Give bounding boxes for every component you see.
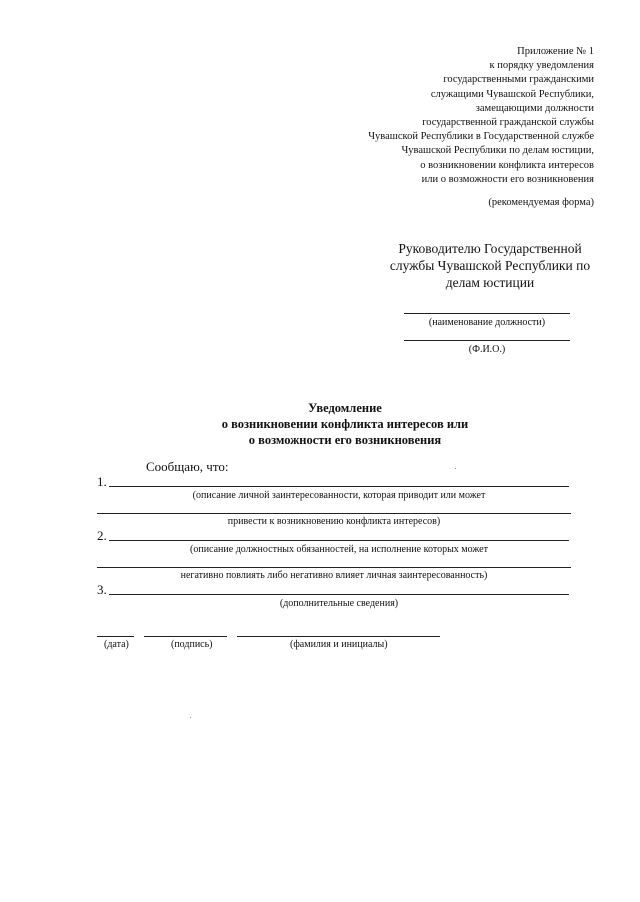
appendix-line-1: Приложение № 1	[517, 46, 594, 57]
item-2-caption-1: (описание должностных обязанностей, на исполнение которых может	[190, 544, 488, 555]
fullname-field-line[interactable]	[237, 636, 440, 637]
item-3-number: 3.	[97, 582, 107, 597]
item-1-number: 1.	[97, 474, 107, 489]
appendix-line-6: государственной гражданской службы	[422, 117, 594, 129]
item-3-caption-1: (дополнительные сведения)	[279, 598, 399, 609]
item-2-number: 2.	[97, 528, 107, 543]
intro-text: Сообщаю, что:	[146, 459, 229, 474]
appendix-header	[368, 45, 594, 210]
title-line-1: Уведомление	[308, 401, 382, 415]
item-1-field-line[interactable]	[109, 486, 569, 487]
appendix-line-8: Чувашской Республики по делам юстиции,	[401, 145, 594, 157]
fio-field-line[interactable]	[404, 340, 570, 341]
recipient-line-1: Руководителю Государственной	[398, 241, 582, 256]
item-1-caption-2: привести к возникновению конфликта интересов)	[227, 516, 441, 527]
appendix-line-10: или о возможности его возникновения	[421, 173, 594, 185]
document-title	[180, 400, 510, 448]
recipient-block	[380, 240, 600, 291]
item-2-field-line[interactable]	[109, 540, 569, 541]
appendix-line-7: Чувашской Республики в Государственной службе	[368, 131, 594, 143]
item-3-field-line[interactable]	[109, 594, 569, 595]
appendix-line-5: замещающими должности	[475, 102, 594, 114]
appendix-line-2: к порядку уведомления	[489, 60, 594, 72]
date-field-line[interactable]	[97, 636, 134, 637]
signature-caption: (подпись)	[171, 639, 213, 650]
position-field-line[interactable]	[404, 313, 570, 314]
appendix-line-4: служащими Чувашской Республики,	[430, 88, 594, 100]
item-2-field-line-2[interactable]	[97, 567, 571, 568]
recipient-line-2: службы Чувашской Республики по	[389, 258, 591, 273]
fio-caption: (Ф.И.О.)	[468, 344, 506, 355]
date-caption: (дата)	[104, 639, 129, 650]
title-line-2: о возникновении конфликта интересов или	[221, 417, 469, 431]
position-caption: (наименование должности)	[428, 317, 546, 328]
scan-speck	[455, 468, 456, 469]
title-line-3: о возможности его возникновения	[248, 433, 442, 447]
recipient-line-3: делам юстиции	[445, 275, 535, 290]
appendix-line-3: государственными гражданскими	[443, 74, 594, 86]
fullname-caption: (фамилия и инициалы)	[290, 639, 388, 650]
item-2-caption-2: негативно повлиять либо негативно влияет личная заинтересованность)	[180, 570, 488, 581]
item-1-field-line-2[interactable]	[97, 513, 571, 514]
item-1-caption-1: (описание личной заинтересованности, которая приводит или может	[192, 490, 486, 501]
scan-speck	[190, 717, 191, 718]
signature-field-line[interactable]	[144, 636, 227, 637]
form-note: (рекомендуемая форма)	[488, 197, 594, 209]
appendix-line-9: о возникновении конфликта интересов	[420, 159, 594, 171]
